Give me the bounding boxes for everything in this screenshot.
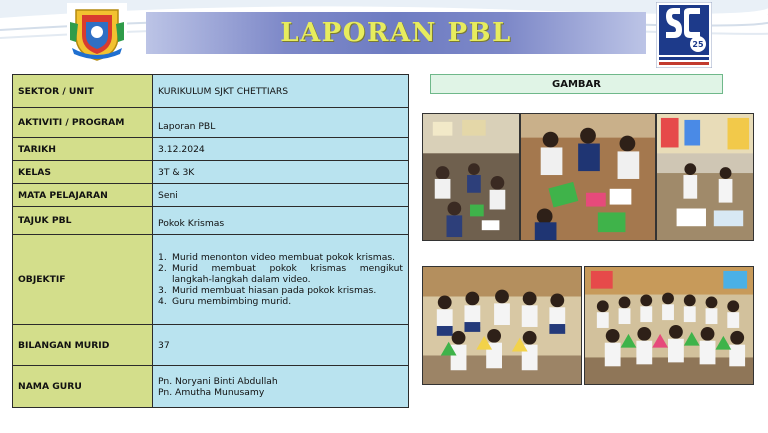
table-row: [13, 325, 409, 366]
tajuk-pbl-value: Pokok Krismas: [153, 207, 409, 235]
table-row: [13, 108, 409, 138]
list-item: 2. Murid membuat pokok krismas mengikut langkah-langkah dalam video.: [158, 263, 403, 285]
kelas-label: KELAS: [13, 161, 153, 184]
photo-classroom-activity-1: [422, 113, 520, 241]
photo-students-group-1: [422, 266, 582, 385]
tajuk-pbl-label: TAJUK PBL: [13, 207, 153, 235]
objektif-value: [153, 235, 409, 325]
nama-guru-value: [153, 366, 409, 408]
table-row: [13, 161, 409, 184]
aktiviti-label: AKTIVITI / PROGRAM: [13, 108, 153, 138]
award-logo: [656, 2, 712, 68]
photo-students-group-2: [584, 266, 754, 385]
guru-name: Pn. Noryani Binti Abdullah: [158, 375, 278, 387]
photo-classroom-activity-3: [656, 113, 754, 241]
bilangan-murid-label: BILANGAN MURID: [13, 325, 153, 366]
kelas-value: 3T & 3K: [153, 161, 409, 184]
objektif-label: OBJEKTIF: [13, 235, 153, 325]
report-info-table: [12, 74, 409, 408]
nama-guru-label: NAMA GURU: [13, 366, 153, 408]
photo-classroom-activity-2: [520, 113, 656, 241]
table-row: [13, 366, 409, 408]
table-row: [13, 75, 409, 108]
aktiviti-value: Laporan PBL: [153, 108, 409, 138]
title-banner: [146, 12, 646, 54]
school-crest-logo: [66, 2, 128, 64]
table-row: [13, 235, 409, 325]
award-number: 25: [692, 40, 704, 49]
gambar-header: GAMBAR: [430, 74, 723, 94]
table-row: [13, 184, 409, 207]
objektif-list: [158, 252, 403, 307]
list-item: 4. Guru membimbing murid.: [158, 296, 292, 307]
tarikh-value: 3.12.2024: [153, 138, 409, 161]
list-item: 1. Murid menonton video membuat pokok krismas.: [158, 252, 396, 263]
mata-pelajaran-label: MATA PELAJARAN: [13, 184, 153, 207]
tarikh-label: TARIKH: [13, 138, 153, 161]
sektor-value: KURIKULUM SJKT CHETTIARS: [153, 75, 409, 108]
sektor-label: SEKTOR / UNIT: [13, 75, 153, 108]
table-row: [13, 207, 409, 235]
page-title: LAPORAN PBL: [280, 18, 512, 48]
list-item: 3. Murid membuat hiasan pada pokok krismas.: [158, 285, 377, 296]
guru-name: Pn. Amutha Munusamy: [158, 386, 265, 398]
table-row: [13, 138, 409, 161]
mata-pelajaran-value: Seni: [153, 184, 409, 207]
bilangan-murid-value: 37: [153, 325, 409, 366]
